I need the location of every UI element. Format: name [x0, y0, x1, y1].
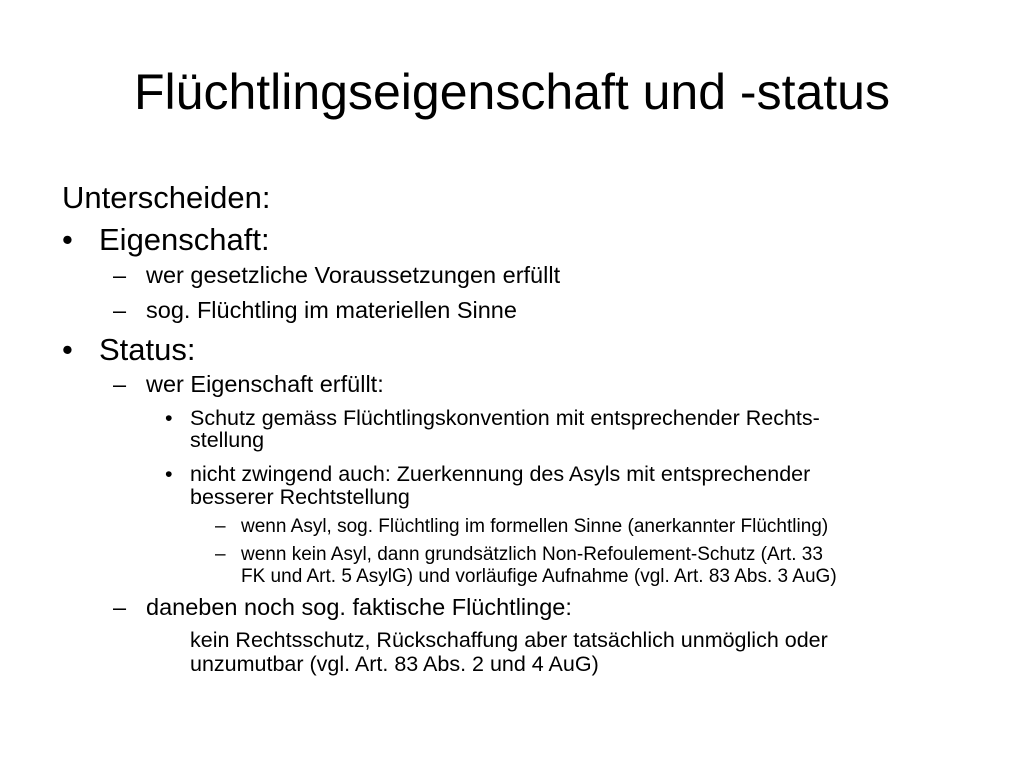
bullet-icon: • — [62, 332, 73, 367]
factual-refugees-text-continuation: unzumutbar (vgl. Art. 83 Abs. 2 und 4 AuG) — [190, 652, 599, 676]
bullet-icon: • — [165, 406, 173, 430]
section-label-status: Status: — [99, 332, 196, 367]
bullet-icon: • — [62, 222, 73, 257]
slide-title: Flüchtlingseigenschaft und -status — [134, 64, 890, 120]
list-item-continuation: stellung — [190, 428, 265, 452]
factual-refugees-text: kein Rechtsschutz, Rückschaffung aber tatsächlich unmöglich oder — [190, 628, 828, 652]
list-item: nicht zwingend auch: Zuerkennung des Asyls mit entsprechender — [190, 462, 811, 486]
list-item: wer gesetzliche Voraussetzungen erfüllt — [146, 262, 561, 288]
status-subheading: wer Eigenschaft erfüllt: — [146, 371, 384, 397]
dash-icon: – — [113, 297, 127, 323]
dash-icon: – — [113, 371, 127, 397]
list-item: sog. Flüchtling im materiellen Sinne — [146, 297, 517, 323]
list-item: wenn Asyl, sog. Flüchtling im formellen Sinne (anerkannter Flüchtling) — [241, 516, 829, 537]
list-item-continuation: FK und Art. 5 AsylG) und vorläufige Aufnahme (vgl. Art. 83 Abs. 3 AuG) — [241, 566, 837, 587]
factual-refugees-heading: daneben noch sog. faktische Flüchtlinge: — [146, 594, 572, 620]
dash-icon: – — [215, 516, 226, 537]
dash-icon: – — [113, 594, 127, 620]
list-item-continuation: besserer Rechtstellung — [190, 485, 410, 509]
section-label-eigenschaft: Eigenschaft: — [99, 222, 270, 257]
bullet-icon: • — [165, 462, 173, 486]
dash-icon: – — [215, 544, 226, 565]
list-item: Schutz gemäss Flüchtlingskonvention mit entsprechender Rechts- — [190, 406, 820, 430]
list-item: wenn kein Asyl, dann grundsätzlich Non-Refoulement-Schutz (Art. 33 — [241, 544, 823, 565]
intro-text: Unterscheiden: — [62, 180, 271, 215]
dash-icon: – — [113, 262, 127, 288]
